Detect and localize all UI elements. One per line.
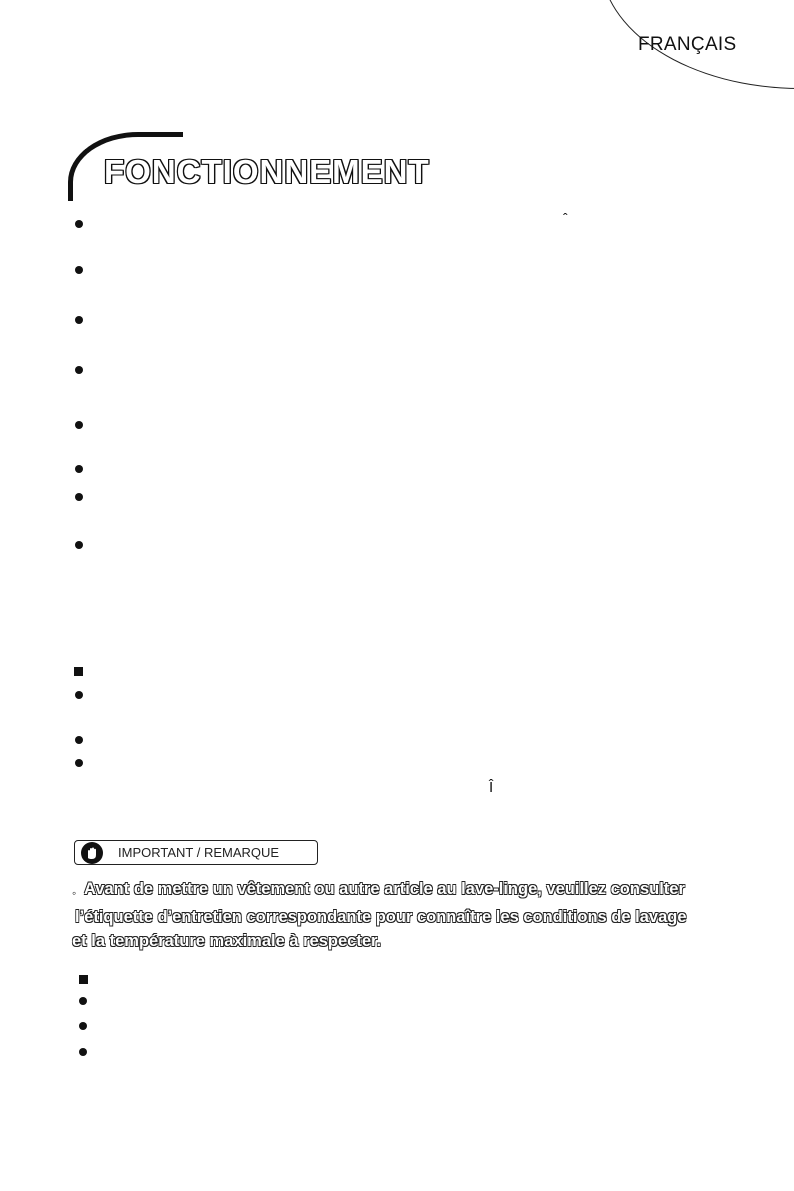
language-tab-label: FRANÇAIS	[638, 34, 737, 55]
bullet-dot	[75, 266, 83, 274]
bullet-dot	[79, 997, 87, 1005]
note-line-3: et la température maximale à respecter.	[72, 932, 382, 950]
bullet-dot	[75, 759, 83, 767]
note-line-1: Avant de mettre un vêtement ou autre article au lave-linge, veuillez consulter	[84, 880, 685, 898]
bullet-dot	[75, 220, 83, 228]
section-title: FONCTIONNEMENT	[104, 153, 430, 190]
important-note-label: IMPORTANT / REMARQUE	[118, 845, 280, 860]
note-bullet: ◦	[72, 886, 77, 900]
bullet-dot	[75, 421, 83, 429]
bullet-dot	[75, 541, 83, 549]
bullet-dot	[75, 736, 83, 744]
bullet-dot	[79, 1048, 87, 1056]
section-square-marker	[79, 975, 88, 984]
bullet-dot	[75, 493, 83, 501]
section-square-marker	[74, 667, 83, 676]
hand-icon	[81, 842, 103, 864]
bullet-dot	[75, 465, 83, 473]
bullet-dot	[75, 691, 83, 699]
stray-accent-mark: ˆ	[563, 210, 568, 226]
bullet-dot	[79, 1022, 87, 1030]
bullet-dot	[75, 366, 83, 374]
stray-i-circumflex-mark: Î	[489, 779, 494, 796]
note-line-2: l’étiquette d’entretien correspondante pour connaître les conditions de lavage	[75, 908, 687, 926]
bullet-dot	[75, 316, 83, 324]
